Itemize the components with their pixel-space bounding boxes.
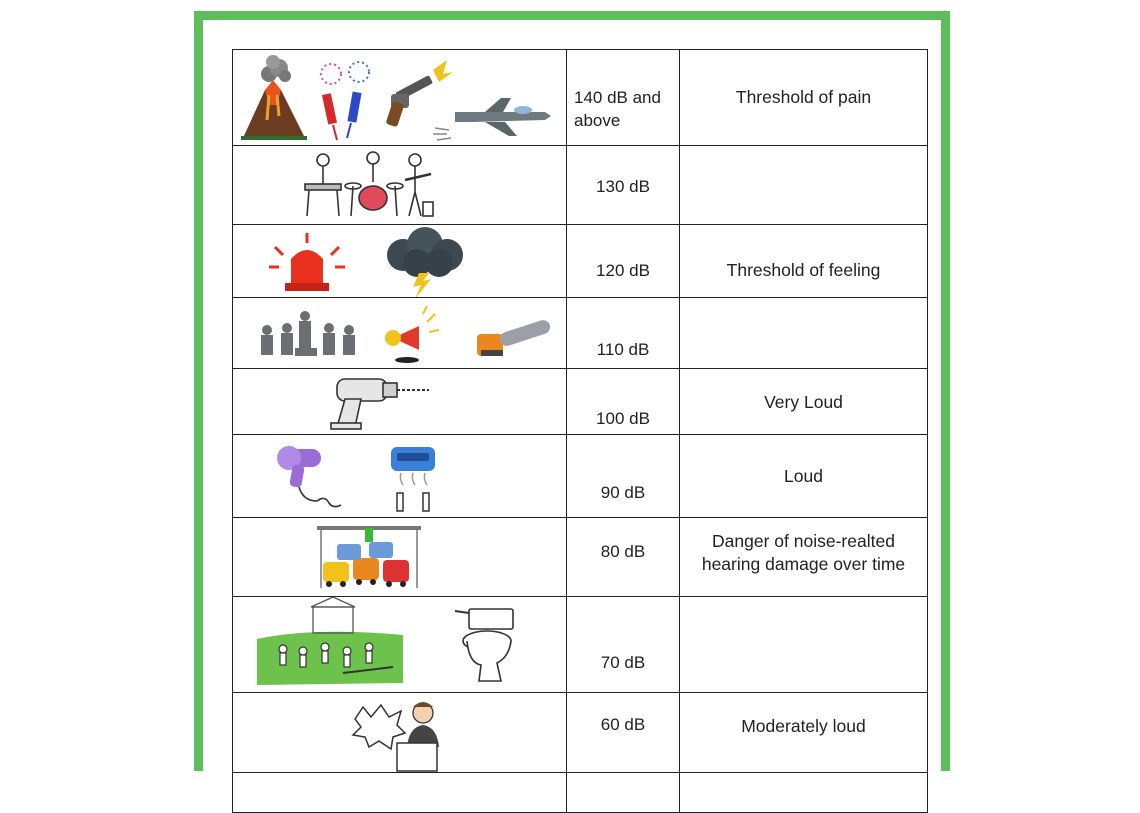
description-text: Danger of noise-realted — [712, 531, 895, 551]
level-cell — [567, 597, 680, 693]
table-row — [233, 597, 928, 693]
level-cell — [567, 298, 680, 369]
description-text: Loud — [784, 466, 823, 486]
orchestra-icon — [261, 311, 355, 356]
volcano-icon — [241, 55, 307, 140]
level-text: 60 dB — [600, 715, 646, 734]
level-text: 140 dB and — [574, 88, 661, 107]
description-cell — [680, 369, 928, 435]
description-cell — [680, 773, 928, 813]
hand-dryer-icon — [391, 447, 435, 511]
illustration-cell — [233, 146, 567, 225]
siren-icon — [269, 233, 345, 291]
table-row — [233, 50, 928, 146]
description-text: Threshold of feeling — [726, 260, 881, 280]
table-row — [233, 518, 928, 597]
table-row — [233, 773, 928, 813]
table-row — [233, 146, 928, 225]
description-cell — [680, 597, 928, 693]
description-cell — [680, 225, 928, 298]
fireworks-icon — [321, 62, 369, 140]
level-cell — [567, 50, 680, 146]
level-text: 120 dB — [596, 261, 650, 280]
gun-icon — [386, 60, 453, 127]
level-text: above — [574, 111, 621, 130]
toilet-icon — [455, 609, 513, 681]
level-text: 70 dB — [600, 653, 646, 672]
table-row — [233, 435, 928, 518]
description-cell — [680, 50, 928, 146]
hair-dryer-icon — [277, 446, 341, 507]
horn-icon — [385, 306, 439, 363]
level-text: 80 dB — [600, 542, 646, 561]
level-cell — [567, 693, 680, 773]
illustration-cell — [233, 773, 567, 813]
fighter-jet-icon — [433, 98, 551, 140]
illustration-cell — [233, 435, 567, 518]
description-cell — [680, 518, 928, 597]
level-cell — [567, 518, 680, 597]
level-cell — [567, 146, 680, 225]
table-row — [233, 693, 928, 773]
speaker-person-icon — [233, 693, 566, 772]
description-text: Threshold of pain — [735, 87, 872, 107]
description-cell — [680, 693, 928, 773]
illustration-cell — [233, 50, 567, 146]
table-row — [233, 225, 928, 298]
chainsaw-icon — [477, 318, 552, 356]
description-text: hearing damage over time — [701, 554, 906, 574]
illustration-cell — [233, 597, 567, 693]
level-cell — [567, 773, 680, 813]
table-row — [233, 298, 928, 369]
level-cell — [567, 369, 680, 435]
chart-frame — [194, 11, 950, 771]
illustration-cell — [233, 693, 567, 773]
level-text: 90 dB — [600, 483, 646, 502]
traffic-icon — [233, 518, 566, 596]
illustration-cell — [233, 298, 567, 369]
level-cell — [567, 435, 680, 518]
description-text: Very Loud — [764, 392, 843, 412]
level-cell — [567, 225, 680, 298]
level-text: 110 dB — [596, 340, 650, 359]
illustration-cell — [233, 225, 567, 298]
rock-band-icon — [233, 146, 566, 224]
decibel-table — [232, 49, 928, 813]
level-text: 100 dB — [596, 409, 650, 428]
illustration-cell — [233, 369, 567, 435]
description-cell — [680, 435, 928, 518]
playground-icon — [257, 597, 403, 685]
drill-icon — [233, 369, 566, 434]
illustration-cell — [233, 518, 567, 597]
description-text: Moderately loud — [741, 716, 866, 736]
description-cell — [680, 146, 928, 225]
level-text: 130 dB — [596, 177, 650, 196]
table-row — [233, 369, 928, 435]
description-cell — [680, 298, 928, 369]
thunder-cloud-icon — [387, 227, 463, 297]
